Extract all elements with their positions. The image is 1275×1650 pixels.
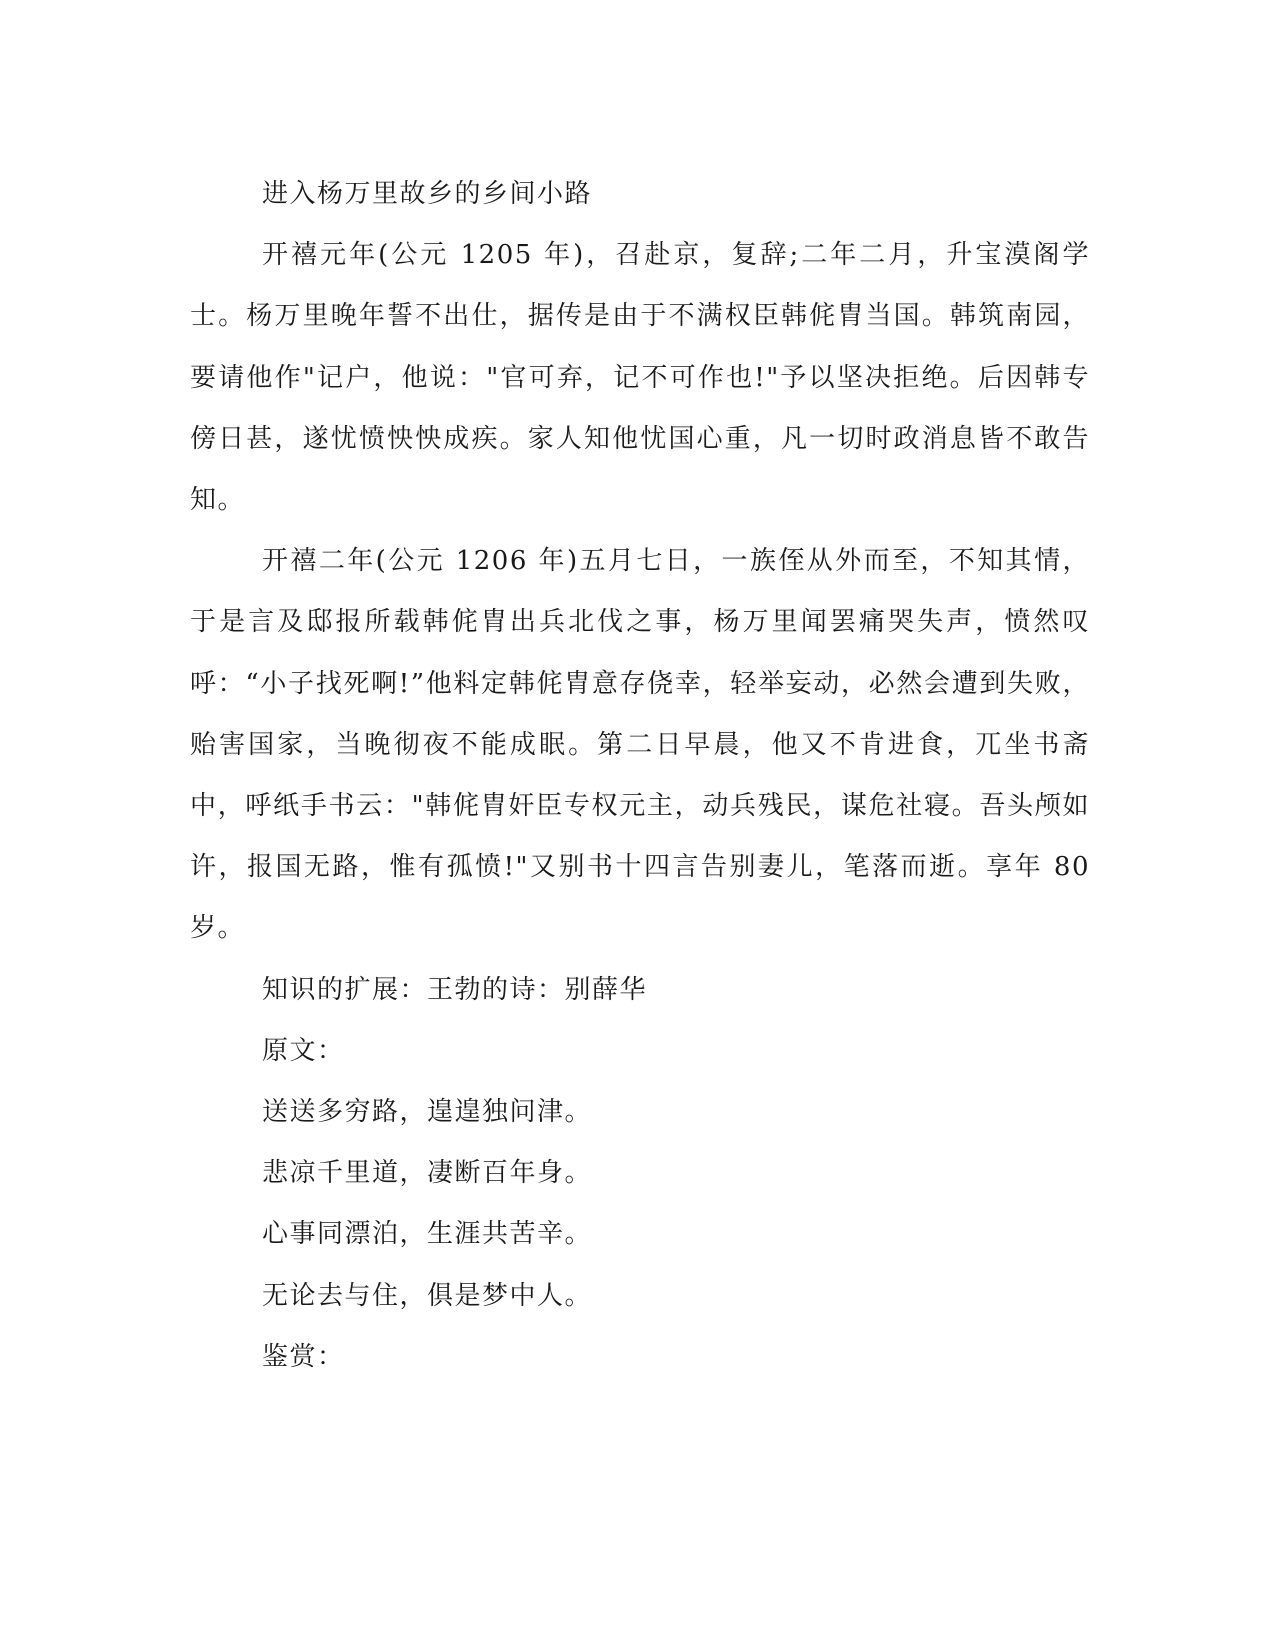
paragraph-1: 开禧元年(公元 1205 年)，召赴京，复辞;二年二月，升宝漠阁学士。杨万里晚年誓不出仕，据传是由于不满权臣韩侂胄当国。韩筑南园，要请他作"记户，他说："官可弃，记不可作也!"予以坚决拒绝。后因韩专傍日甚，遂忧愤怏怏成疾。家人知他忧国心重，凡一切时政消息皆不敢告知。: [190, 240, 1090, 516]
poem-line-1: 送送多穷路，遑遑独问津。: [262, 1097, 593, 1128]
original-label: 原文：: [262, 1035, 345, 1066]
extension-title: 知识的扩展：王勃的诗：别薛华: [262, 974, 648, 1005]
poem-line-4: 无论去与住，俱是梦中人。: [262, 1280, 593, 1311]
poem-line-3: 心事同漂泊，生涯共苦辛。: [262, 1219, 593, 1250]
paragraph-2: 开禧二年(公元 1206 年)五月七日，一族侄从外而至，不知其情，于是言及邸报所载韩侂胄出兵北伐之事，杨万里闻罢痛哭失声，愤然叹呼：“小子找死啊!”他料定韩侂胄意存侥幸，轻举妄动，必然会遭到失败，贻害国家，当晚彻夜不能成眠。第二日早晨，他又不肯进食，兀坐书斋中，呼纸手书云："韩侂胄奸臣专权元主，动兵残民，谋危社寝。吾头颅如许，报国无路，惟有孤愤!"又别书十四言告别妻儿，笔落而逝。享年 80 岁。: [190, 546, 1090, 944]
heading-line: 进入杨万里故乡的乡间小路: [262, 179, 593, 209]
document-body: [190, 164, 1090, 1388]
appreciation-label: 鉴赏：: [262, 1341, 345, 1372]
poem-line-2: 悲凉千里道，凄断百年身。: [262, 1158, 593, 1189]
